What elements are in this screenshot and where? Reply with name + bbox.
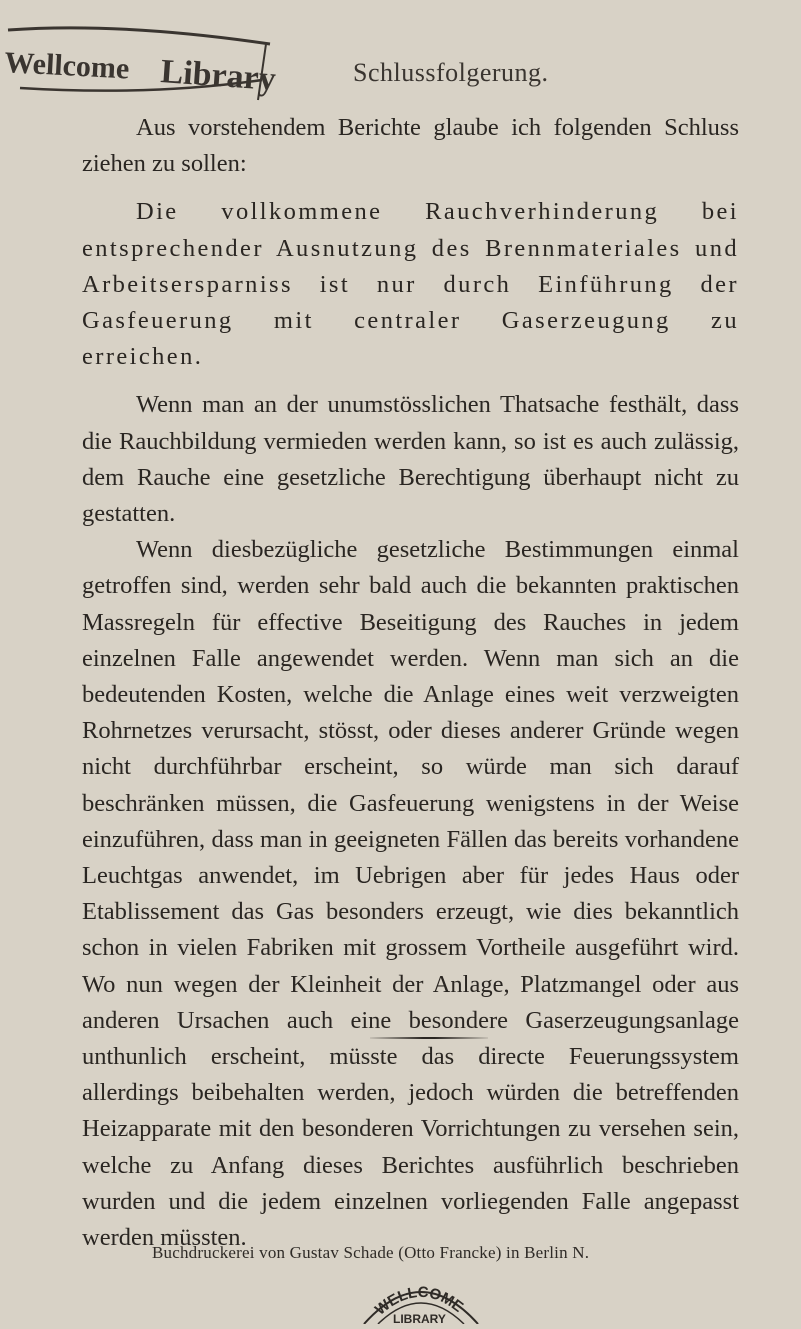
- stamp-top-word2: Library: [159, 53, 277, 99]
- library-stamp-top: [0, 20, 300, 104]
- running-head: Schlussfolgerung.: [353, 58, 549, 87]
- body-text: [82, 110, 739, 1256]
- intro-paragraph: Aus vorstehendem Berichte glaube ich folgenden Schluss ziehen zu sollen:: [82, 114, 739, 178]
- library-stamp-bottom: [356, 1276, 486, 1324]
- printer-imprint: Buchdruckerei von Gustav Schade (Otto Francke) in Berlin N.: [152, 1243, 590, 1262]
- stamp-bottom-arc-text: WELLCOME: [371, 1283, 467, 1319]
- paragraph-2: Wenn diesbezügliche gesetzliche Bestimmungen einmal getroffen sind, werden sehr bald auch die bekannten praktischen Massregeln für effective Beseitigung des Rauches in jedem einzelnen Falle angewendet werden. Wenn man sich an die bedeutenden Kosten, welche die Anlage eines weit verzweigten Rohrnetzes verursacht, stösst, oder dieses anderer Gründe wegen nicht durchführbar erscheint, so würde man sich darauf beschränken müssen, die Gasfeuerung wenigstens in der Weise einzuführen, dass man in geeigneten Fällen das bereits vorhandene Leuchtgas anwendet, im Uebrigen aber für jedes Haus oder Etablissement das Gas besonders erzeugt, wie dies bekanntlich schon in vielen Fabriken mit grossem Vortheile ausgeführt wird. Wo nun wegen der Kleinheit der Anlage, Platzmangel oder aus anderen Ursachen auch eine besondere Gaserzeugungsanlage unthunlich erscheint, müsste das directe Feuerungssystem allerdings beibehalten werden, jedoch würden die betreffenden Heizapparate mit den besonderen Vorrichtungen zu versehen sein, welche zu Anfang dieses Berichtes ausführlich beschrieben wurden und die jedem einzelnen vorliegenden Falle angepasst werden müssten.: [82, 536, 739, 1252]
- section-divider: [370, 1037, 488, 1039]
- paragraph-1: Wenn man an der unumstösslichen Thatsache festhält, dass die Rauchbildung vermieden werden kann, so ist es auch zulässig, dem Rauche eine gesetzliche Berechtigung überhaupt nicht zu gestatten.: [82, 391, 739, 528]
- stamp-top-word1: Wellcome: [3, 46, 131, 86]
- conclusion-paragraph: Die vollkommene Rauchverhinderung bei entsprechender Ausnutzung des Brennmateriales und Arbeitsersparniss ist nur durch Einführung der Gasfeuerung mit centraler Gaserzeugung zu erreichen.: [82, 198, 739, 371]
- stamp-bottom-label: LIBRARY: [393, 1312, 446, 1324]
